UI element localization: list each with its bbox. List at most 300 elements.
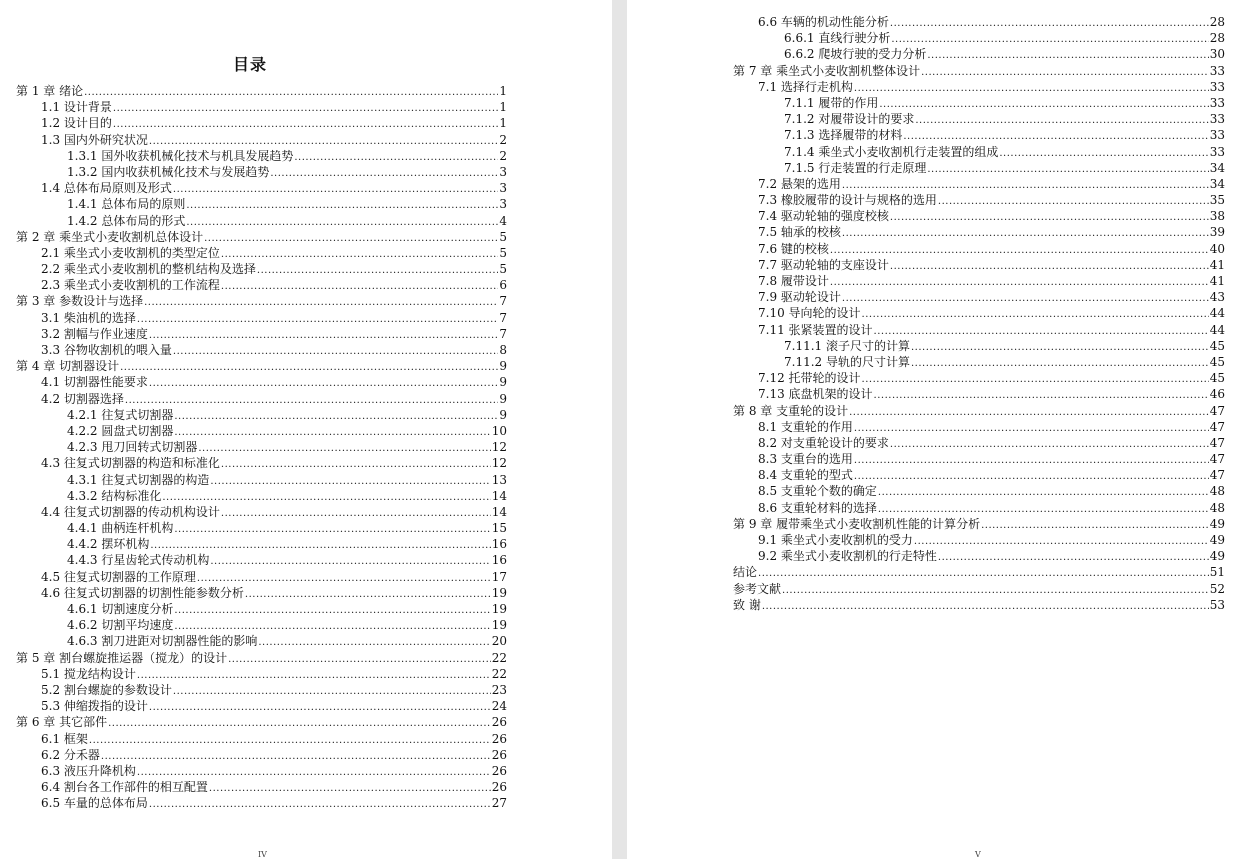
toc-entry[interactable] xyxy=(16,115,507,131)
toc-entry-page: 9 xyxy=(499,375,507,390)
toc-dot-leader xyxy=(173,182,498,198)
toc-entry[interactable] xyxy=(16,83,507,99)
toc-dot-leader xyxy=(911,340,1209,356)
toc-entry-page: 49 xyxy=(1209,533,1225,547)
toc-entry-page: 47 xyxy=(1209,403,1225,418)
toc-dot-leader xyxy=(149,797,491,813)
toc-entry-page: 1 xyxy=(499,116,507,131)
toc-entry[interactable] xyxy=(733,127,1225,143)
toc-entry-page: 44 xyxy=(1209,306,1225,321)
toc-entry-title: 7.9 驱动轮设计 xyxy=(758,290,841,305)
toc-list-right xyxy=(733,14,1225,613)
toc-entry-title: 第 1 章 绪论 xyxy=(16,84,84,98)
toc-dot-leader xyxy=(921,65,1209,81)
toc-entry-page: 43 xyxy=(1209,290,1225,305)
toc-entry-page: 26 xyxy=(491,747,507,762)
toc-dot-leader xyxy=(174,425,490,441)
toc-dot-leader xyxy=(210,554,490,570)
toc-entry[interactable] xyxy=(16,795,507,811)
toc-entry-title: 6.5 车量的总体布局 xyxy=(41,796,148,811)
toc-entry-title: 1.4.1 总体布局的原则 xyxy=(67,197,186,212)
toc-dot-leader xyxy=(221,457,491,473)
toc-dot-leader xyxy=(849,405,1209,421)
toc-dot-leader xyxy=(854,469,1209,485)
toc-entry[interactable] xyxy=(733,500,1225,516)
toc-dot-leader xyxy=(890,210,1209,226)
toc-entry-page: 45 xyxy=(1209,338,1225,353)
toc-entry-title: 7.1.3 选择履带的材料 xyxy=(784,128,903,143)
page-number-right: V xyxy=(975,850,981,859)
toc-entry[interactable] xyxy=(16,617,507,633)
toc-dot-leader xyxy=(174,409,498,425)
toc-list-left xyxy=(16,83,507,811)
toc-dot-leader xyxy=(173,344,498,360)
toc-entry[interactable] xyxy=(16,536,507,552)
toc-entry-page: 7 xyxy=(499,326,507,341)
toc-entry[interactable] xyxy=(16,164,507,180)
toc-entry-page: 40 xyxy=(1209,241,1225,256)
toc-dot-leader xyxy=(981,518,1209,534)
toc-dot-leader xyxy=(174,522,490,538)
toc-entry-title: 9.1 乘坐式小麦收割机的受力 xyxy=(758,533,913,547)
toc-entry-title: 7.13 底盘机架的设计 xyxy=(758,387,873,402)
toc-entry-title: 4.4.2 摆环机构 xyxy=(67,537,150,552)
toc-entry-title: 第 8 章 支重轮的设计 xyxy=(733,403,849,418)
toc-entry[interactable] xyxy=(16,666,507,682)
toc-dot-leader xyxy=(862,372,1209,388)
toc-entry-title: 7.11.1 滚子尺寸的计算 xyxy=(784,338,910,353)
toc-entry-title: 4.2.3 甩刀回转式切割器 xyxy=(67,440,198,455)
toc-entry[interactable] xyxy=(733,532,1225,548)
toc-dot-leader xyxy=(84,85,498,101)
toc-entry-page: 26 xyxy=(491,780,507,795)
toc-dot-leader xyxy=(890,259,1209,275)
toc-entry-title: 4.3 往复式切割器的构造和标准化 xyxy=(41,456,220,471)
toc-entry-title: 7.11.2 导轨的尺寸计算 xyxy=(784,354,910,369)
toc-entry[interactable] xyxy=(16,650,507,666)
toc-entry-title: 7.1.2 对履带设计的要求 xyxy=(784,112,915,127)
toc-dot-leader xyxy=(186,215,498,231)
toc-dot-leader xyxy=(125,393,498,409)
toc-dot-leader xyxy=(245,587,491,603)
toc-entry-page: 19 xyxy=(491,602,507,616)
toc-entry-page: 47 xyxy=(1209,468,1225,483)
toc-dot-leader xyxy=(89,733,491,749)
toc-entry-page: 5 xyxy=(499,262,507,277)
toc-entry[interactable] xyxy=(16,455,507,471)
toc-entry-title: 1.2 设计目的 xyxy=(41,116,112,131)
toc-entry-page: 26 xyxy=(491,763,507,778)
toc-entry-title: 7.12 托带轮的设计 xyxy=(758,371,861,386)
toc-entry-page: 16 xyxy=(491,537,507,552)
toc-entry-page: 33 xyxy=(1209,79,1225,94)
toc-entry-page: 10 xyxy=(491,423,507,438)
toc-dot-leader xyxy=(137,668,491,684)
toc-dot-leader xyxy=(258,635,490,651)
toc-entry[interactable] xyxy=(733,338,1225,354)
toc-entry-page: 7 xyxy=(499,294,507,309)
toc-entry-title: 4.6.1 切割速度分析 xyxy=(67,602,174,616)
toc-entry-page: 14 xyxy=(491,504,507,519)
toc-entry[interactable] xyxy=(16,132,507,148)
toc-entry[interactable] xyxy=(16,180,507,196)
toc-entry[interactable] xyxy=(733,386,1225,402)
toc-entry[interactable] xyxy=(733,176,1225,192)
toc-entry-page: 41 xyxy=(1209,257,1225,272)
toc-entry-page: 30 xyxy=(1209,47,1225,62)
toc-entry-page: 27 xyxy=(491,796,507,811)
toc-entry-page: 33 xyxy=(1209,112,1225,127)
toc-entry-title: 2.3 乘坐式小麦收割机的工作流程 xyxy=(41,278,220,293)
toc-dot-leader xyxy=(149,328,498,344)
toc-dot-leader xyxy=(210,474,490,490)
toc-entry[interactable] xyxy=(16,213,507,229)
toc-entry[interactable] xyxy=(733,322,1225,338)
toc-entry[interactable] xyxy=(733,419,1225,435)
toc-entry[interactable] xyxy=(733,257,1225,273)
toc-entry-title: 8.3 支重台的选用 xyxy=(758,452,853,467)
toc-entry[interactable] xyxy=(16,682,507,698)
toc-entry[interactable] xyxy=(16,148,507,164)
toc-entry-title: 3.1 柴油机的选择 xyxy=(41,310,136,325)
toc-dot-leader xyxy=(890,437,1209,453)
toc-entry-title: 3.2 割幅与作业速度 xyxy=(41,326,148,341)
toc-entry-title: 7.4 驱动轮轴的强度校核 xyxy=(758,209,889,224)
toc-entry[interactable] xyxy=(733,241,1225,257)
toc-dot-leader xyxy=(915,113,1208,129)
toc-entry[interactable] xyxy=(733,160,1225,176)
toc-dot-leader xyxy=(221,506,491,522)
toc-entry[interactable] xyxy=(733,548,1225,564)
toc-entry[interactable] xyxy=(16,99,507,115)
document-page-left xyxy=(0,0,612,859)
toc-entry-page: 22 xyxy=(491,650,507,665)
toc-entry-title: 9.2 乘坐式小麦收割机的行走特性 xyxy=(758,549,937,564)
toc-entry-title: 参考文献 xyxy=(733,581,782,596)
toc-entry-page: 3 xyxy=(499,181,507,196)
toc-entry-title: 4.4.1 曲柄连杆机构 xyxy=(67,521,174,536)
toc-entry-page: 3 xyxy=(499,197,507,212)
toc-entry[interactable] xyxy=(16,326,507,342)
toc-entry-title: 第 6 章 其它部件 xyxy=(16,715,108,730)
toc-entry-page: 48 xyxy=(1209,500,1225,515)
toc-entry-page: 28 xyxy=(1209,31,1225,46)
toc-entry-title: 5.1 搅龙结构设计 xyxy=(41,666,136,681)
toc-entry[interactable] xyxy=(733,95,1225,111)
toc-dot-leader xyxy=(842,226,1209,242)
toc-dot-leader xyxy=(874,324,1209,340)
toc-entry-page: 33 xyxy=(1209,63,1225,78)
toc-entry-title: 6.6.1 直线行驶分析 xyxy=(784,31,891,46)
toc-entry[interactable] xyxy=(733,483,1225,499)
toc-entry-title: 4.2.2 圆盘式切割器 xyxy=(67,423,174,438)
toc-entry[interactable] xyxy=(733,581,1225,597)
toc-entry-page: 14 xyxy=(491,488,507,503)
toc-dot-leader xyxy=(874,388,1209,404)
toc-dot-leader xyxy=(198,441,490,457)
toc-entry[interactable] xyxy=(16,245,507,261)
toc-entry-title: 1.3.1 国外收获机械化技术与机具发展趋势 xyxy=(67,148,294,163)
toc-dot-leader xyxy=(108,716,491,732)
toc-entry-title: 8.4 支重轮的型式 xyxy=(758,468,853,483)
toc-entry[interactable] xyxy=(733,144,1225,160)
toc-entry-page: 39 xyxy=(1209,225,1225,240)
toc-entry[interactable] xyxy=(16,504,507,520)
toc-dot-leader xyxy=(294,150,498,166)
toc-entry-title: 7.2 悬架的选用 xyxy=(758,176,841,191)
toc-dot-leader xyxy=(999,146,1208,162)
toc-entry[interactable] xyxy=(16,358,507,374)
toc-entry[interactable] xyxy=(16,374,507,390)
toc-entry-page: 20 xyxy=(491,634,507,649)
toc-entry-page: 33 xyxy=(1209,95,1225,110)
toc-entry-page: 47 xyxy=(1209,452,1225,467)
toc-entry[interactable] xyxy=(16,407,507,423)
toc-entry-page: 44 xyxy=(1209,322,1225,337)
toc-entry-title: 7.3 橡胶履带的设计与规格的选用 xyxy=(758,193,937,208)
toc-entry-title: 6.6 车辆的机动性能分析 xyxy=(758,15,889,29)
toc-entry-page: 51 xyxy=(1209,565,1225,580)
toc-dot-leader xyxy=(878,485,1209,501)
toc-entry[interactable] xyxy=(16,488,507,504)
toc-entry-page: 19 xyxy=(491,618,507,633)
toc-dot-leader xyxy=(890,16,1209,32)
toc-entry-page: 22 xyxy=(491,666,507,681)
toc-entry[interactable] xyxy=(733,111,1225,127)
toc-entry-title: 6.6.2 爬坡行驶的受力分析 xyxy=(784,47,927,62)
toc-entry[interactable] xyxy=(733,289,1225,305)
toc-entry[interactable] xyxy=(16,423,507,439)
toc-dot-leader xyxy=(144,295,498,311)
toc-entry[interactable] xyxy=(16,552,507,568)
toc-entry-title: 6.3 液压升降机构 xyxy=(41,763,136,778)
toc-entry-title: 1.3.2 国内收获机械化技术与发展趋势 xyxy=(67,164,270,179)
toc-entry[interactable] xyxy=(16,633,507,649)
toc-entry[interactable] xyxy=(16,342,507,358)
toc-entry-title: 第 7 章 乘坐式小麦收割机整体设计 xyxy=(733,63,921,78)
toc-entry[interactable] xyxy=(16,763,507,779)
toc-entry-title: 1.1 设计背景 xyxy=(41,100,112,115)
toc-entry-page: 12 xyxy=(491,440,507,455)
toc-entry-title: 4.1 切割器性能要求 xyxy=(41,375,148,390)
toc-title: 目录 xyxy=(232,55,267,74)
toc-entry[interactable] xyxy=(16,779,507,795)
toc-entry-page: 4 xyxy=(499,213,507,228)
toc-entry-title: 7.10 导向轮的设计 xyxy=(758,306,861,321)
toc-entry[interactable] xyxy=(16,196,507,212)
toc-entry-page: 19 xyxy=(491,585,507,600)
toc-entry-page: 5 xyxy=(499,229,507,244)
toc-entry-title: 8.6 支重轮材料的选择 xyxy=(758,500,877,515)
toc-entry[interactable] xyxy=(733,46,1225,62)
toc-entry[interactable] xyxy=(733,14,1225,30)
toc-entry-page: 49 xyxy=(1209,549,1225,564)
toc-entry-page: 28 xyxy=(1209,15,1225,29)
toc-entry-page: 8 xyxy=(499,343,507,357)
toc-entry-page: 1 xyxy=(499,84,507,98)
toc-entry[interactable] xyxy=(733,467,1225,483)
toc-entry[interactable] xyxy=(16,520,507,536)
toc-entry[interactable] xyxy=(733,208,1225,224)
toc-entry-page: 24 xyxy=(491,699,507,714)
toc-entry[interactable] xyxy=(16,731,507,747)
toc-entry-page: 17 xyxy=(491,569,507,584)
toc-dot-leader xyxy=(862,307,1209,323)
toc-entry-page: 46 xyxy=(1209,387,1225,402)
toc-entry[interactable] xyxy=(733,63,1225,79)
toc-entry[interactable] xyxy=(16,261,507,277)
toc-entry-page: 41 xyxy=(1209,274,1225,288)
toc-entry[interactable] xyxy=(16,585,507,601)
toc-entry[interactable] xyxy=(733,305,1225,321)
toc-entry[interactable] xyxy=(16,310,507,326)
toc-entry[interactable] xyxy=(733,435,1225,451)
toc-entry[interactable] xyxy=(16,569,507,585)
toc-entry-title: 5.3 伸缩拨指的设计 xyxy=(41,699,148,714)
toc-entry-page: 53 xyxy=(1209,597,1225,612)
toc-dot-leader xyxy=(927,48,1208,64)
toc-dot-leader xyxy=(149,700,491,716)
toc-entry-title: 7.11 张紧装置的设计 xyxy=(758,322,873,337)
toc-entry-title: 8.2 对支重轮设计的要求 xyxy=(758,435,889,450)
toc-entry-title: 6.2 分禾器 xyxy=(41,747,100,762)
toc-dot-leader xyxy=(173,684,491,700)
toc-entry-page: 1 xyxy=(499,100,507,115)
toc-entry-title: 第 5 章 割台螺旋推运器（搅龙）的设计 xyxy=(16,650,228,665)
toc-entry-title: 7.1.1 履带的作用 xyxy=(784,95,879,110)
toc-entry-page: 34 xyxy=(1209,176,1225,191)
toc-entry-page: 2 xyxy=(499,148,507,163)
toc-entry-page: 33 xyxy=(1209,144,1225,159)
toc-entry[interactable] xyxy=(733,354,1225,370)
toc-entry-page: 2 xyxy=(499,132,507,147)
toc-entry-title: 第 3 章 参数设计与选择 xyxy=(16,294,144,309)
toc-dot-leader xyxy=(758,566,1209,582)
toc-dot-leader xyxy=(221,279,498,295)
toc-entry[interactable] xyxy=(16,601,507,617)
toc-entry-page: 9 xyxy=(499,359,507,374)
toc-entry-title: 6.4 割台各工作部件的相互配置 xyxy=(41,780,208,795)
toc-dot-leader xyxy=(911,356,1209,372)
toc-dot-leader xyxy=(149,376,498,392)
toc-entry-title: 第 9 章 履带乘坐式小麦收割机性能的计算分析 xyxy=(733,516,981,531)
toc-entry-title: 3.3 谷物收割机的喂入量 xyxy=(41,343,172,357)
toc-dot-leader xyxy=(914,534,1209,550)
toc-entry[interactable] xyxy=(733,516,1225,532)
toc-entry-page: 45 xyxy=(1209,354,1225,369)
toc-entry[interactable] xyxy=(16,439,507,455)
toc-entry-page: 35 xyxy=(1209,193,1225,208)
toc-entry-title: 7.5 轴承的校核 xyxy=(758,225,841,240)
toc-dot-leader xyxy=(257,263,498,279)
toc-entry-title: 4.4.3 行星齿轮式传动机构 xyxy=(67,553,210,568)
toc-dot-leader xyxy=(101,749,491,765)
toc-entry-title: 4.6.2 切割平均速度 xyxy=(67,618,174,633)
toc-dot-leader xyxy=(113,117,498,133)
toc-entry[interactable] xyxy=(16,391,507,407)
toc-dot-leader xyxy=(228,652,491,668)
toc-entry-title: 7.6 键的校核 xyxy=(758,241,829,256)
toc-entry[interactable] xyxy=(733,451,1225,467)
toc-dot-leader xyxy=(854,453,1209,469)
toc-entry-title: 8.1 支重轮的作用 xyxy=(758,419,853,434)
toc-dot-leader xyxy=(762,599,1209,615)
toc-entry[interactable] xyxy=(16,472,507,488)
toc-entry[interactable] xyxy=(733,30,1225,46)
toc-entry-title: 致 谢 xyxy=(733,597,761,612)
toc-entry[interactable] xyxy=(16,229,507,245)
toc-dot-leader xyxy=(854,81,1209,97)
toc-entry-title: 7.7 驱动轮轴的支座设计 xyxy=(758,257,889,272)
toc-entry[interactable] xyxy=(733,192,1225,208)
toc-entry-title: 6.1 框架 xyxy=(41,731,88,746)
toc-entry[interactable] xyxy=(733,224,1225,240)
toc-entry-title: 4.3.2 结构标准化 xyxy=(67,488,162,503)
toc-entry-title: 1.3 国内外研究状况 xyxy=(41,132,148,147)
toc-entry[interactable] xyxy=(733,403,1225,419)
toc-entry-title: 4.6 往复式切割器的切割性能参数分析 xyxy=(41,585,244,600)
toc-entry-page: 23 xyxy=(491,682,507,697)
toc-entry-title: 7.8 履带设计 xyxy=(758,274,829,288)
toc-dot-leader xyxy=(891,32,1208,48)
toc-entry-page: 49 xyxy=(1209,516,1225,531)
toc-entry[interactable] xyxy=(16,277,507,293)
toc-dot-leader xyxy=(270,166,498,182)
toc-entry[interactable] xyxy=(16,714,507,730)
toc-dot-leader xyxy=(204,231,498,247)
toc-entry-page: 26 xyxy=(491,715,507,730)
toc-entry-title: 1.4 总体布局原则及形式 xyxy=(41,181,172,196)
toc-entry-page: 48 xyxy=(1209,484,1225,499)
toc-entry-title: 2.2 乘坐式小麦收割机的整机结构及选择 xyxy=(41,262,256,277)
toc-dot-leader xyxy=(927,162,1208,178)
toc-entry-page: 47 xyxy=(1209,419,1225,434)
toc-entry-page: 33 xyxy=(1209,128,1225,143)
toc-entry-page: 45 xyxy=(1209,371,1225,386)
toc-entry-title: 第 2 章 乘坐式小麦收割机总体设计 xyxy=(16,229,204,244)
toc-entry-page: 38 xyxy=(1209,209,1225,224)
toc-entry-title: 7.1.5 行走装置的行走原理 xyxy=(784,160,927,175)
toc-entry-page: 7 xyxy=(499,310,507,325)
toc-dot-leader xyxy=(830,275,1209,291)
toc-entry-title: 4.3.1 往复式切割器的构造 xyxy=(67,472,210,487)
toc-entry[interactable] xyxy=(733,597,1225,613)
toc-entry[interactable] xyxy=(733,370,1225,386)
toc-dot-leader xyxy=(186,198,498,214)
toc-entry[interactable] xyxy=(733,79,1225,95)
toc-entry[interactable] xyxy=(16,293,507,309)
toc-entry[interactable] xyxy=(16,747,507,763)
toc-entry-page: 15 xyxy=(491,521,507,536)
toc-dot-leader xyxy=(209,781,491,797)
toc-entry-title: 7.1.4 乘坐式小麦收割机行走装置的组成 xyxy=(784,144,999,159)
toc-entry[interactable] xyxy=(733,564,1225,580)
toc-entry-page: 12 xyxy=(491,456,507,471)
toc-entry-title: 2.1 乘坐式小麦收割机的类型定位 xyxy=(41,245,220,260)
toc-entry-page: 52 xyxy=(1209,581,1225,596)
toc-entry-title: 7.1 选择行走机构 xyxy=(758,79,853,94)
toc-entry-title: 5.2 割台螺旋的参数设计 xyxy=(41,682,172,697)
toc-entry[interactable] xyxy=(733,273,1225,289)
toc-dot-leader xyxy=(174,603,490,619)
toc-entry[interactable] xyxy=(16,698,507,714)
toc-entry-page: 6 xyxy=(499,278,507,293)
toc-dot-leader xyxy=(938,194,1209,210)
toc-entry-page: 34 xyxy=(1209,160,1225,175)
toc-entry-title: 4.2 切割器选择 xyxy=(41,391,124,406)
page-number-left: IV xyxy=(258,850,267,859)
toc-dot-leader xyxy=(782,583,1209,599)
